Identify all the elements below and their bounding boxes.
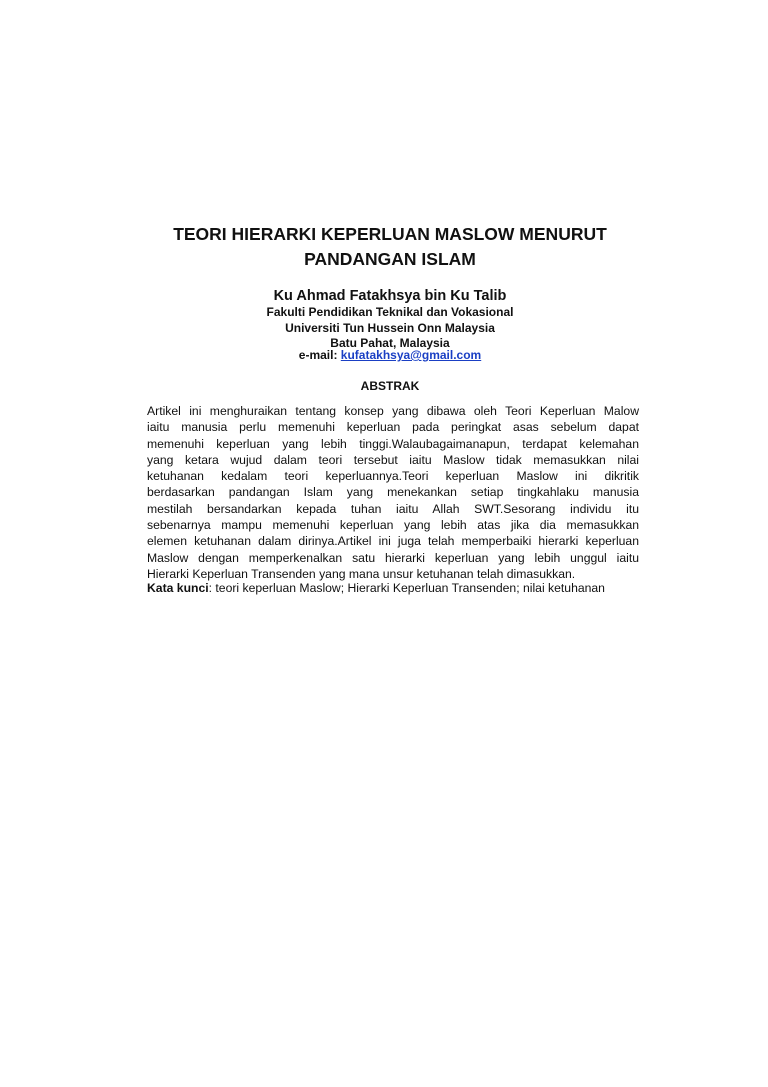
keywords-text: : teori keperluan Maslow; Hierarki Keperluan Transenden; nilai ketuhanan bbox=[208, 581, 605, 595]
abstract-line: memenuhi keperluan yang lebih tinggi.Walaubagaimanapun, terdapat kelemahan bbox=[147, 436, 639, 451]
abstract-line: Hierarki Keperluan Transenden yang mana unsur ketuhanan telah dimasukkan. bbox=[147, 566, 576, 581]
paper-title-line-1: TEORI HIERARKI KEPERLUAN MASLOW MENURUT bbox=[173, 224, 607, 244]
abstract-line: ketuhanan kedalam teori keperluannya.Teori keperluan Maslow ini dikritik bbox=[147, 469, 639, 484]
abstract-line: Artikel ini menghuraikan tentang konsep yang dibawa oleh Teori Keperluan Malow bbox=[147, 404, 639, 418]
author-name: Ku Ahmad Fatakhsya bin Ku Talib bbox=[273, 288, 507, 304]
author-affiliation bbox=[100, 305, 680, 352]
affiliation-location: Batu Pahat, Malaysia bbox=[330, 336, 450, 350]
abstract-line: sebenarnya mampu memenuhi keperluan yang lebih atas jika dia memasukkan bbox=[147, 518, 639, 533]
abstract-line: yang ketara wujud dalam teori tersebut iaitu Maslow tidak memasukkan nilai bbox=[147, 452, 639, 467]
keywords bbox=[147, 580, 647, 596]
email-label: e-mail: bbox=[298, 348, 341, 362]
affiliation-faculty: Fakulti Pendidikan Teknikal dan Vokasional bbox=[266, 305, 514, 319]
paper-title-line-2: PANDANGAN ISLAM bbox=[304, 249, 476, 269]
abstract-line: elemen ketuhanan dalam dirinya.Artikel ini juga telah memperbaiki hierarki keperluan bbox=[147, 534, 639, 549]
abstract-line: mestilah bersandarkan kepada tuhan iaitu Allah SWT.Sesorang individu itu bbox=[147, 501, 639, 516]
keywords-label: Kata kunci bbox=[147, 581, 209, 595]
abstract-line: iaitu manusia perlu memenuhi keperluan pada peringkat asas sebelum dapat bbox=[147, 420, 639, 435]
abstract-body bbox=[147, 403, 639, 582]
abstract-line: Maslow dengan memperkenalkan satu hierarki keperluan yang lebih unggul iaitu bbox=[147, 550, 639, 565]
affiliation-university: Universiti Tun Hussein Onn Malaysia bbox=[285, 320, 495, 335]
paper-title bbox=[100, 222, 680, 272]
email-link[interactable]: kufatakhsya@gmail.com bbox=[340, 348, 482, 362]
abstract-heading: ABSTRAK bbox=[360, 379, 420, 393]
author-email bbox=[100, 347, 680, 363]
abstract-line: berdasarkan pandangan Islam yang menekankan setiap tingkahlaku manusia bbox=[147, 485, 639, 500]
